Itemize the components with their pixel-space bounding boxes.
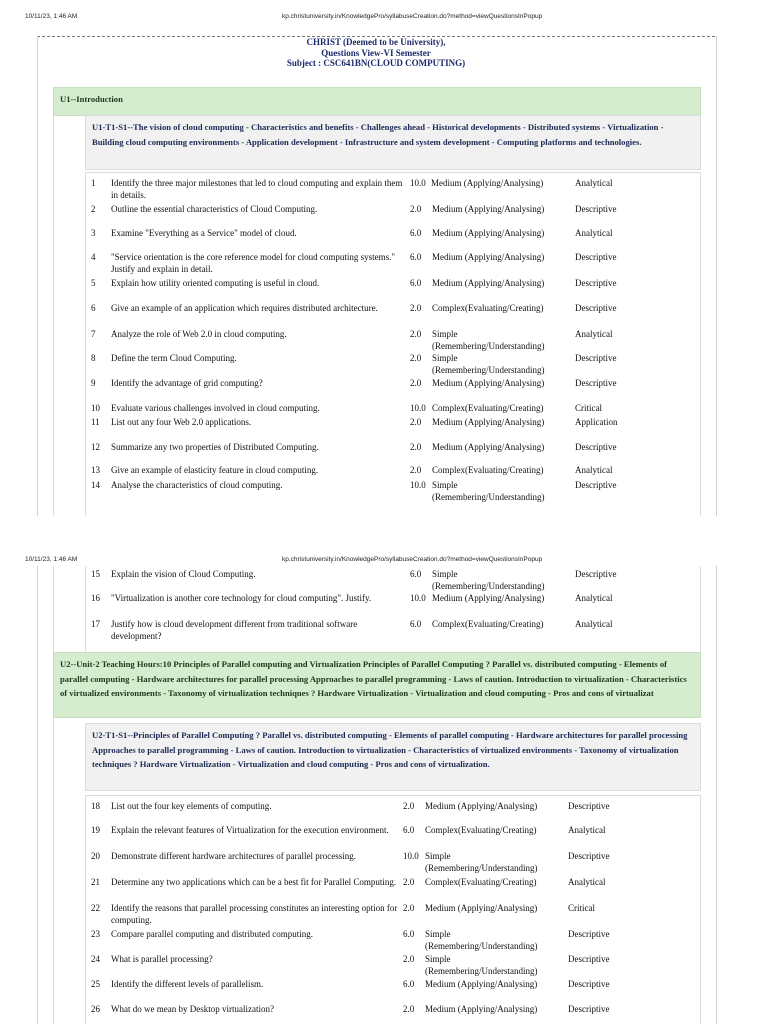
question-number: 2	[91, 204, 96, 214]
question-level: Simple (Remembering/Understanding)	[425, 851, 538, 873]
table-row	[91, 442, 703, 466]
question-number: 20	[91, 851, 100, 861]
page-2	[0, 566, 768, 1024]
question-text: Identify the three major milestones that led to cloud computing and explain them in details.	[111, 178, 403, 200]
question-marks: 6.0	[410, 619, 422, 629]
unit-indent-line	[53, 718, 54, 1024]
question-level: Simple (Remembering/Understanding)	[425, 954, 538, 976]
table-row	[91, 252, 703, 276]
question-marks: 10.0	[403, 851, 419, 861]
question-level: Complex(Evaluating/Creating)	[425, 877, 537, 887]
question-number: 24	[91, 954, 100, 964]
table-row	[91, 178, 703, 202]
table-row	[91, 204, 703, 228]
question-number: 3	[91, 228, 96, 238]
question-text: List out the four key elements of computing.	[111, 801, 272, 811]
question-level: Medium (Applying/Analysing)	[432, 417, 545, 427]
question-text: Explain the vision of Cloud Computing.	[111, 569, 256, 579]
question-category: Descriptive	[568, 929, 610, 939]
table-row	[91, 569, 703, 593]
question-category: Descriptive	[568, 1004, 610, 1014]
question-category: Analytical	[568, 825, 606, 835]
question-level: Medium (Applying/Analysing)	[432, 252, 545, 262]
question-category: Descriptive	[575, 442, 617, 452]
question-number: 17	[91, 619, 100, 629]
question-category: Descriptive	[575, 569, 617, 579]
question-number: 15	[91, 569, 100, 579]
table-row	[91, 954, 703, 978]
question-marks: 2.0	[410, 378, 422, 388]
question-text: Analyse the characteristics of cloud computing.	[111, 480, 283, 490]
question-marks: 10.0	[410, 403, 426, 413]
question-category: Descriptive	[575, 378, 617, 388]
question-marks: 6.0	[403, 929, 415, 939]
semester-label: Questions View-VI Semester	[321, 47, 431, 58]
table-row	[91, 228, 703, 252]
question-marks: 2.0	[410, 303, 422, 313]
question-marks: 6.0	[410, 569, 422, 579]
topic-heading: U1-T1-S1--The vision of cloud computing - Characteristics and benefits - Challenges ahead - Historical developments - Distributed systems - Virtualization - Building cloud computing environments - Application development - Infrastructure and system development - Computing platforms and technologies.	[85, 115, 701, 170]
question-category: Descriptive	[568, 851, 610, 861]
question-category: Descriptive	[575, 353, 617, 363]
question-text: Identify the advantage of grid computing?	[111, 378, 263, 388]
question-category: Descriptive	[575, 252, 617, 262]
question-number: 16	[91, 593, 100, 603]
question-text: Identify the different levels of parallelism.	[111, 979, 264, 989]
question-marks: 10.0	[410, 480, 426, 490]
table-row	[91, 465, 703, 477]
question-number: 9	[91, 378, 96, 388]
print-url[interactable]: kp.christuniversity.in/KnowledgePro/syllabuseCreation.do?method=viewQuestionsInPopup	[282, 13, 543, 20]
table-row	[91, 979, 703, 1003]
question-text: Analyze the role of Web 2.0 in cloud computing.	[111, 329, 287, 339]
question-marks: 6.0	[403, 825, 415, 835]
question-number: 26	[91, 1004, 100, 1014]
question-text: Summarize any two properties of Distributed Computing.	[111, 442, 319, 452]
table-row	[91, 903, 703, 927]
table-row	[91, 593, 703, 617]
question-text: Demonstrate different hardware architectures of parallel processing.	[111, 851, 356, 861]
question-category: Critical	[568, 903, 595, 913]
question-number: 13	[91, 465, 100, 475]
question-category: Descriptive	[568, 979, 610, 989]
question-marks: 2.0	[403, 801, 415, 811]
unit-indent-line	[53, 116, 54, 516]
table-row	[91, 303, 703, 327]
question-marks: 2.0	[410, 329, 422, 339]
question-text: What do we mean by Desktop virtualization?	[111, 1004, 274, 1014]
question-number: 1	[91, 178, 96, 188]
print-timestamp: 10/11/23, 1:46 AM	[25, 556, 78, 563]
print-timestamp: 10/11/23, 1:46 AM	[25, 13, 78, 20]
unit-indent-line	[53, 566, 54, 652]
table-row	[91, 1004, 703, 1024]
question-text: Evaluate various challenges involved in cloud computing.	[111, 403, 320, 413]
question-number: 14	[91, 480, 100, 490]
question-number: 11	[91, 417, 100, 427]
question-category: Descriptive	[575, 278, 617, 288]
question-text: Justify how is cloud development different from traditional software development?	[111, 619, 358, 641]
question-level: Medium (Applying/Analysing)	[432, 442, 545, 452]
unit-heading: U2--Unit-2 Teaching Hours:10 Principles of Parallel computing and Virtualization Principles of Parallel Computing ? Parallel vs. distributed computing - Elements of parallel computing - Hardware architectures for parallel processing Approaches to parallel programming - Laws of caution. Introduction to virtualization - Characteristics of virtualized environments - Taxonomy of virtualization techniques ? Hardware Virtualization - Virtualization and cloud computing - Pros and cons of virtualizat	[53, 652, 701, 718]
table-row	[91, 801, 703, 825]
question-category: Descriptive	[575, 204, 617, 214]
table-row	[91, 403, 703, 415]
question-category: Analytical	[575, 228, 613, 238]
question-number: 25	[91, 979, 100, 989]
question-marks: 6.0	[410, 228, 422, 238]
question-text: "Service orientation is the core reference model for cloud computing systems." Justify and explain in detail.	[111, 252, 396, 274]
question-level: Medium (Applying/Analysing)	[432, 228, 545, 238]
question-level: Medium (Applying/Analysing)	[425, 903, 538, 913]
question-text: Examine "Everything as a Service" model of cloud.	[111, 228, 297, 238]
question-text: Explain how utility oriented computing is useful in cloud.	[111, 278, 320, 288]
table-row	[91, 851, 703, 875]
question-text: Explain the relevant features of Virtualization for the execution environment.	[111, 825, 389, 835]
question-category: Critical	[575, 403, 602, 413]
topic-heading: U2-T1-S1--Principles of Parallel Computing ? Parallel vs. distributed computing - Elements of parallel computing - Hardware architectures for parallel processing Approaches to parallel programming - Laws of caution. Introduction to virtualization - Characteristics of virtualized environments - Taxonomy of virtualization techniques ? Hardware Virtualization - Virtualization and cloud computing - Pros and cons of virtualization.	[85, 723, 701, 791]
question-number: 19	[91, 825, 100, 835]
print-url[interactable]: kp.christuniversity.in/KnowledgePro/syllabuseCreation.do?method=viewQuestionsInPopup	[282, 556, 543, 563]
question-level: Medium (Applying/Analysing)	[431, 178, 544, 188]
question-level: Medium (Applying/Analysing)	[432, 278, 545, 288]
question-marks: 10.0	[410, 593, 426, 603]
question-text: What is parallel processing?	[111, 954, 213, 964]
question-number: 6	[91, 303, 96, 313]
question-level: Complex(Evaluating/Creating)	[432, 303, 544, 313]
question-level: Medium (Applying/Analysing)	[425, 801, 538, 811]
table-row	[91, 417, 703, 441]
question-number: 22	[91, 903, 100, 913]
question-category: Application	[575, 417, 618, 427]
question-text: List out any four Web 2.0 applications.	[111, 417, 252, 427]
unit-heading: U1--Introduction	[53, 87, 701, 116]
question-category: Descriptive	[575, 303, 617, 313]
question-number: 5	[91, 278, 96, 288]
table-row	[91, 619, 703, 643]
question-marks: 2.0	[403, 954, 415, 964]
question-text: Give an example of an application which requires distributed architecture.	[111, 303, 378, 313]
question-category: Descriptive	[568, 954, 610, 964]
question-level: Simple (Remembering/Understanding)	[432, 480, 545, 502]
question-number: 7	[91, 329, 96, 339]
question-marks: 2.0	[403, 1004, 415, 1014]
question-marks: 6.0	[410, 252, 422, 262]
question-category: Descriptive	[568, 801, 610, 811]
question-number: 8	[91, 353, 96, 363]
question-level: Simple (Remembering/Understanding)	[432, 329, 545, 351]
page-title	[37, 37, 715, 69]
question-level: Medium (Applying/Analysing)	[432, 378, 545, 388]
question-category: Analytical	[575, 178, 613, 188]
question-text: Outline the essential characteristics of Cloud Computing.	[111, 204, 318, 214]
question-marks: 6.0	[403, 979, 415, 989]
question-level: Complex(Evaluating/Creating)	[432, 619, 544, 629]
question-level: Medium (Applying/Analysing)	[425, 979, 538, 989]
question-level: Complex(Evaluating/Creating)	[432, 403, 544, 413]
question-number: 12	[91, 442, 100, 452]
question-marks: 6.0	[410, 278, 422, 288]
question-marks: 2.0	[403, 877, 415, 887]
question-category: Descriptive	[575, 480, 617, 490]
question-number: 18	[91, 801, 100, 811]
question-number: 10	[91, 403, 100, 413]
question-marks: 2.0	[410, 465, 422, 475]
question-marks: 2.0	[410, 204, 422, 214]
question-category: Analytical	[575, 593, 613, 603]
question-text: Give an example of elasticity feature in cloud computing.	[111, 465, 319, 475]
question-level: Complex(Evaluating/Creating)	[425, 825, 537, 835]
question-marks: 2.0	[410, 353, 422, 363]
question-text: Define the term Cloud Computing.	[111, 353, 237, 363]
question-text: Determine any two applications which can be a best fit for Parallel Computing.	[111, 877, 397, 887]
table-row	[91, 353, 703, 377]
question-category: Analytical	[568, 877, 606, 887]
question-marks: 2.0	[410, 442, 422, 452]
institution-name: CHRIST (Deemed to be University),	[306, 37, 446, 47]
question-text: "Virtualization is another core technology for cloud computing". Justify.	[111, 593, 372, 603]
page-1	[0, 28, 768, 516]
question-number: 23	[91, 929, 100, 939]
question-level: Simple (Remembering/Understanding)	[432, 569, 545, 591]
table-row	[91, 825, 703, 849]
question-marks: 2.0	[403, 903, 415, 913]
question-marks: 2.0	[410, 417, 422, 427]
question-category: Analytical	[575, 619, 613, 629]
question-level: Medium (Applying/Analysing)	[425, 1004, 538, 1014]
table-row	[91, 278, 703, 302]
question-level: Simple (Remembering/Understanding)	[432, 353, 545, 375]
question-category: Analytical	[575, 465, 613, 475]
table-row	[91, 929, 703, 953]
table-row	[91, 877, 703, 901]
question-level: Complex(Evaluating/Creating)	[432, 465, 544, 475]
question-number: 4	[91, 252, 96, 262]
subject-label: Subject : CSC641BN(CLOUD COMPUTING)	[286, 58, 466, 68]
question-number: 21	[91, 877, 100, 887]
question-marks: 10.0	[410, 178, 426, 188]
question-level: Medium (Applying/Analysing)	[432, 593, 545, 603]
question-category: Analytical	[575, 329, 613, 339]
table-row	[91, 329, 703, 353]
print-header-page-1	[0, 13, 768, 27]
question-text: Identify the reasons that parallel processing constitutes an interesting option for computing.	[111, 903, 398, 925]
table-row	[91, 480, 703, 504]
table-row	[91, 378, 703, 402]
question-level: Medium (Applying/Analysing)	[432, 204, 545, 214]
question-level: Simple (Remembering/Understanding)	[425, 929, 538, 951]
question-text: Compare parallel computing and distributed computing.	[111, 929, 313, 939]
